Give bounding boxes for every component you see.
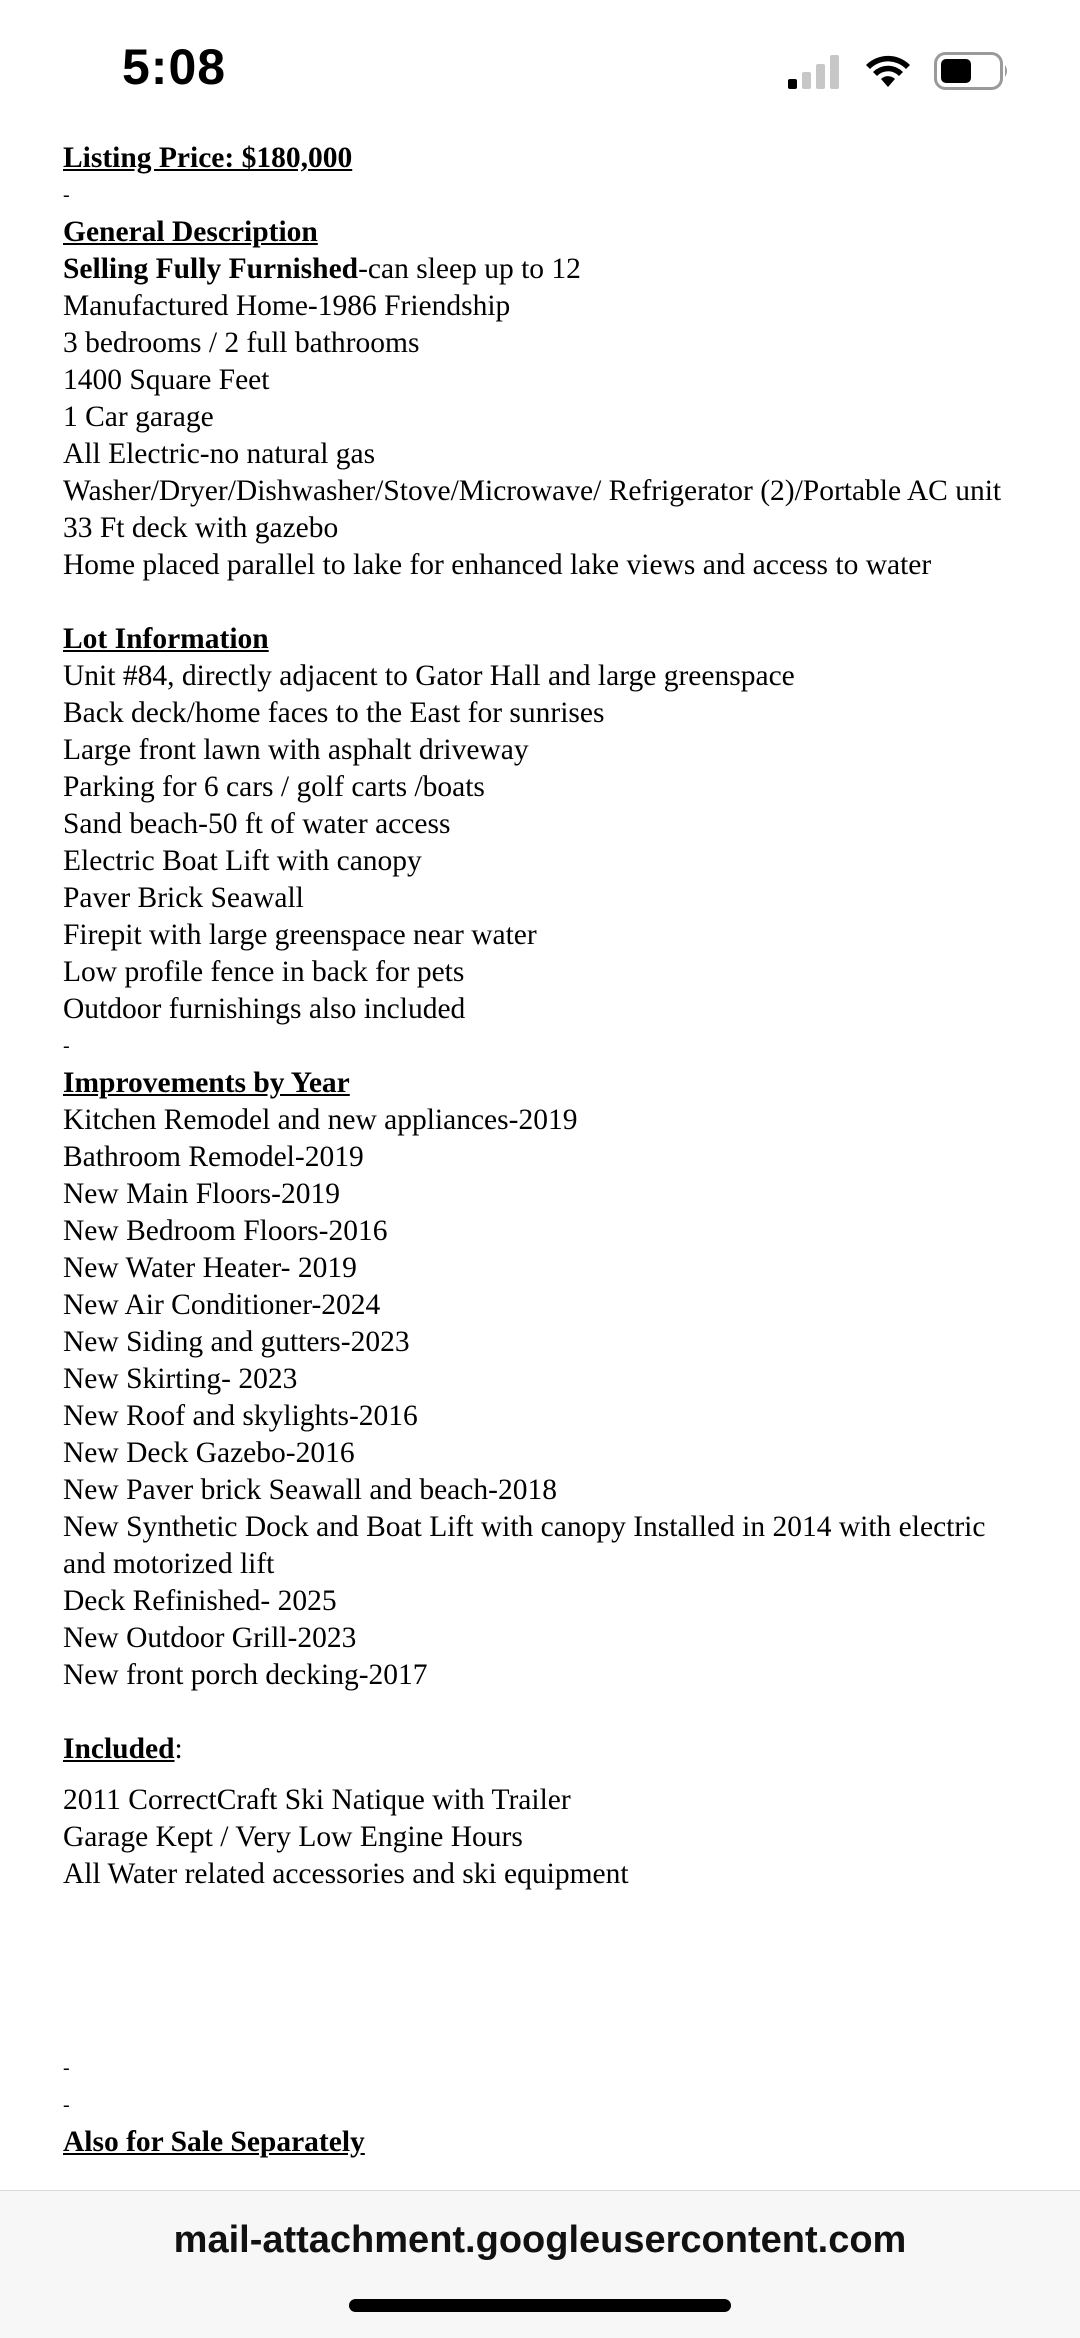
sleep-capacity: -can sleep up to 12: [358, 253, 581, 285]
general-line: Manufactured Home-1986 Friendship: [63, 290, 511, 322]
improvement-line: New Paver brick Seawall and beach-2018: [63, 1474, 557, 1506]
included-line: Garage Kept / Very Low Engine Hours: [63, 1821, 523, 1853]
status-bar: [0, 0, 1080, 130]
lot-line: Sand beach-50 ft of water access: [63, 808, 451, 840]
lot-line: Unit #84, directly adjacent to Gator Hall and large greenspace: [63, 660, 795, 692]
improvement-line: Deck Refinished- 2025: [63, 1585, 337, 1617]
document-body: [63, 140, 1023, 2161]
selling-fully-furnished: Selling Fully Furnished: [63, 253, 359, 285]
improvement-line: New Outdoor Grill-2023: [63, 1622, 357, 1654]
lot-line: Parking for 6 cars / golf carts /boats: [63, 771, 485, 803]
included-heading: Included: [63, 1733, 175, 1765]
included-colon: :: [174, 1733, 183, 1765]
general-line: 1 Car garage: [63, 401, 214, 433]
lot-line: Outdoor furnishings also included: [63, 993, 466, 1025]
improvement-line: Kitchen Remodel and new appliances-2019: [63, 1104, 578, 1136]
improvements-heading: Improvements by Year: [63, 1067, 350, 1099]
lot-line: Electric Boat Lift with canopy: [63, 845, 422, 877]
general-line: 33 Ft deck with gazebo: [63, 512, 339, 544]
improvement-line: New Main Floors-2019: [63, 1178, 340, 1210]
general-description-heading: General Description: [63, 216, 318, 248]
improvement-line: New Air Conditioner-2024: [63, 1289, 381, 1321]
cellular-signal-icon: [788, 53, 842, 89]
url-text[interactable]: mail-attachment.googleusercontent.com: [173, 2219, 907, 2261]
lot-line: Low profile fence in back for pets: [63, 956, 465, 988]
status-icons: [788, 52, 1010, 90]
improvement-line: New Water Heater- 2019: [63, 1252, 357, 1284]
status-time: 5:08: [122, 39, 227, 95]
improvement-line: New front porch decking-2017: [63, 1659, 428, 1691]
improvement-line: New Deck Gazebo-2016: [63, 1437, 355, 1469]
general-line: Washer/Dryer/Dishwasher/Stove/Microwave/ Refrigerator (2)/Portable AC unit: [63, 475, 1002, 507]
general-line: [63, 251, 1023, 288]
lot-line: Back deck/home faces to the East for sunrises: [63, 697, 605, 729]
wifi-icon: [864, 53, 912, 89]
dash-separator: -: [63, 2057, 70, 2079]
dash-separator: -: [63, 2094, 70, 2116]
listing-price: Listing Price: $180,000: [63, 142, 353, 174]
improvement-line: New Roof and skylights-2016: [63, 1400, 418, 1432]
improvement-line: New Skirting- 2023: [63, 1363, 298, 1395]
lot-line: Paver Brick Seawall: [63, 882, 304, 914]
included-line: 2011 CorrectCraft Ski Natique with Trailer: [63, 1784, 571, 1816]
general-line: All Electric-no natural gas: [63, 438, 376, 470]
included-line: All Water related accessories and ski equipment: [63, 1858, 629, 1890]
improvement-line: New Bedroom Floors-2016: [63, 1215, 388, 1247]
included-heading-row: [63, 1731, 1023, 1768]
lot-information-heading: Lot Information: [63, 623, 269, 655]
browser-address-bar[interactable]: [0, 2190, 1080, 2338]
improvement-line: Bathroom Remodel-2019: [63, 1141, 364, 1173]
lot-line: Large front lawn with asphalt driveway: [63, 734, 529, 766]
general-line: 1400 Square Feet: [63, 364, 270, 396]
also-for-sale-heading: Also for Sale Separately: [63, 2126, 365, 2158]
general-line: Home placed parallel to lake for enhanced lake views and access to water: [63, 549, 932, 581]
home-indicator[interactable]: [349, 2299, 731, 2312]
lot-line: Firepit with large greenspace near water: [63, 919, 537, 951]
battery-icon: [934, 52, 1010, 90]
improvement-line: New Siding and gutters-2023: [63, 1326, 410, 1358]
general-line: 3 bedrooms / 2 full bathrooms: [63, 327, 420, 359]
dash-separator: -: [63, 184, 70, 206]
dash-separator: -: [63, 1035, 70, 1057]
improvement-line: New Synthetic Dock and Boat Lift with canopy Installed in 2014 with electric and motorized lift: [63, 1511, 986, 1580]
